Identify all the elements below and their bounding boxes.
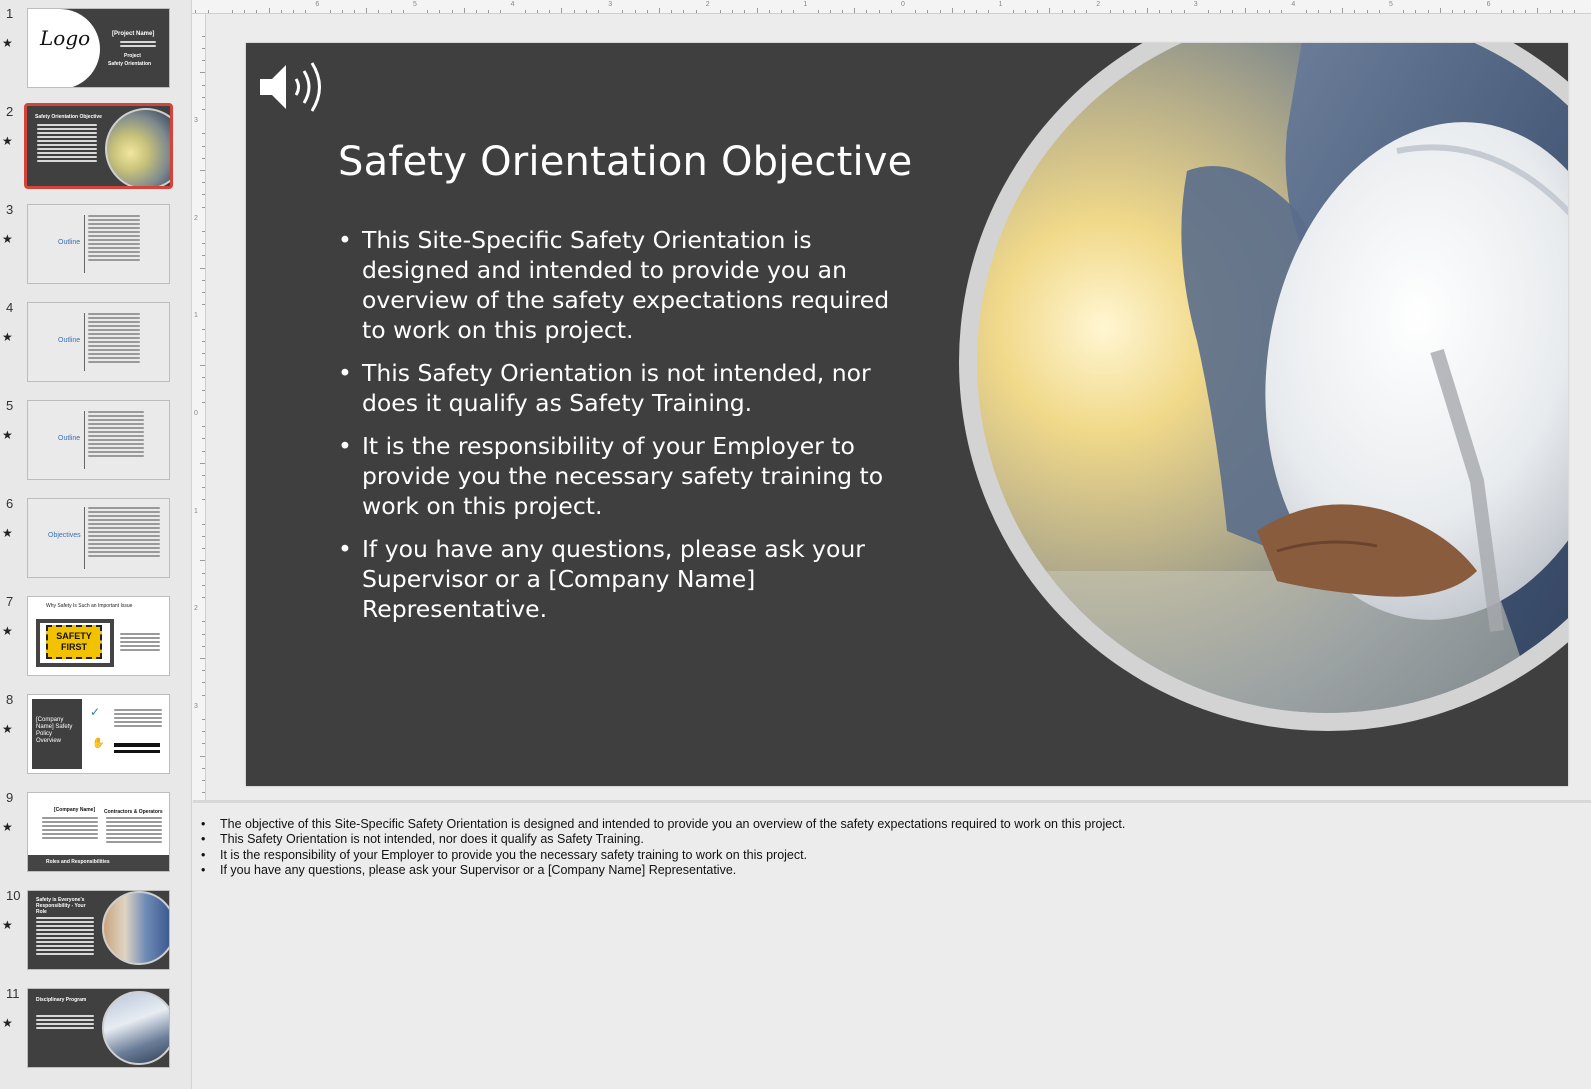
thumb-column-title: [Company Name] <box>54 807 96 813</box>
speaker-notes-pane[interactable] <box>193 803 1591 1089</box>
ruler-tick <box>202 499 205 500</box>
ruler-label: 3 <box>194 702 198 710</box>
ruler-tick <box>488 10 489 13</box>
slide-thumbnail-4[interactable] <box>27 302 170 382</box>
ruler-tick <box>202 304 205 305</box>
ruler-label: 4 <box>1291 1 1296 8</box>
ruler-tick <box>202 426 205 427</box>
ruler-tick <box>696 10 697 13</box>
ruler-tick <box>1049 8 1050 13</box>
ruler-tick <box>427 10 428 13</box>
slide-thumbnail-9[interactable] <box>27 792 170 872</box>
slide-number: 11 <box>6 986 20 1001</box>
ruler-tick <box>500 10 501 13</box>
ruler-tick <box>1513 10 1514 13</box>
ruler-tick <box>202 292 205 293</box>
ruler-tick <box>202 329 205 330</box>
animation-star-icon: ★ <box>2 820 13 834</box>
ruler-tick <box>202 536 205 537</box>
ruler-label: 2 <box>194 214 198 222</box>
ruler-tick <box>1525 10 1526 13</box>
ruler-tick <box>202 353 205 354</box>
animation-star-icon: ★ <box>2 428 13 442</box>
ruler-tick <box>202 158 205 159</box>
ruler-tick <box>988 10 989 13</box>
animation-star-icon: ★ <box>2 1016 13 1030</box>
thumbnail-row-10 <box>0 888 192 978</box>
animation-star-icon: ★ <box>2 232 13 246</box>
ruler-tick <box>1171 10 1172 13</box>
ruler-tick <box>891 10 892 13</box>
slide-number: 8 <box>6 692 14 707</box>
animation-star-icon: ★ <box>2 134 13 148</box>
ruler-tick <box>202 670 205 671</box>
ruler-tick <box>202 97 205 98</box>
ruler-tick <box>879 10 880 13</box>
ruler-tick <box>202 768 205 769</box>
ruler-tick <box>720 10 721 13</box>
ruler-tick <box>1184 10 1185 13</box>
ruler-tick <box>525 10 526 13</box>
ruler-tick <box>208 10 209 13</box>
ruler-tick <box>1476 10 1477 13</box>
slide-thumbnail-pane[interactable] <box>0 0 192 1089</box>
thumb-hand-icon: ✋ <box>92 738 105 749</box>
ruler-tick <box>1379 10 1380 13</box>
thumbnail-row-5 <box>0 398 192 488</box>
ruler-tick <box>202 524 205 525</box>
slide-bullet-list[interactable] <box>338 225 913 637</box>
ruler-tick <box>1025 10 1026 13</box>
ruler-tick <box>1159 10 1160 13</box>
thumbnail-row-4 <box>0 300 192 390</box>
ruler-tick <box>1110 10 1111 13</box>
thumb-title: [Project Name] <box>112 31 155 37</box>
ruler-tick <box>1269 10 1270 13</box>
slide-thumbnail-3[interactable] <box>27 204 170 284</box>
ruler-tick <box>1550 10 1551 13</box>
ruler-tick <box>1367 10 1368 13</box>
animation-star-icon: ★ <box>2 36 13 50</box>
ruler-tick <box>200 658 205 659</box>
ruler-tick <box>1257 10 1258 13</box>
ruler-tick <box>281 10 282 13</box>
ruler-tick <box>1574 10 1575 13</box>
thumb-sign-text: SAFETY <box>56 631 92 641</box>
ruler-tick <box>200 756 205 757</box>
ruler-tick <box>202 780 205 781</box>
thumbnail-row-7 <box>0 594 192 684</box>
ruler-tick <box>202 585 205 586</box>
ruler-label: 0 <box>194 410 198 417</box>
thumb-column-title: Contractors & Operators <box>104 809 163 815</box>
ruler-tick <box>598 10 599 13</box>
ruler-tick <box>964 10 965 13</box>
ruler-tick <box>202 109 205 110</box>
ruler-label: 3 <box>194 117 198 125</box>
notes-bullet: • This Safety Orientation is not intended, nor does it qualify as Safety Training. <box>201 832 1591 847</box>
slide-bullet: • This Safety Orientation is not intended, nor does it qualify as Safety Training. <box>338 358 913 418</box>
thumb-logo-text: Logo <box>40 26 91 50</box>
ruler-tick <box>574 10 575 13</box>
thumb-sign-text: FIRST <box>61 642 87 652</box>
ruler-tick <box>202 548 205 549</box>
ruler-tick <box>1245 8 1246 13</box>
notes-bullet: • It is the responsibility of your Employer to provide you the necessary safety training to work on this project. <box>201 848 1591 863</box>
ruler-tick <box>1013 10 1014 13</box>
ruler-tick <box>1440 8 1441 13</box>
ruler-tick <box>1452 10 1453 13</box>
ruler-tick <box>1037 10 1038 13</box>
animation-star-icon: ★ <box>2 918 13 932</box>
ruler-tick <box>769 10 770 13</box>
slide-thumbnail-2[interactable] <box>24 103 173 189</box>
ruler-tick <box>647 10 648 13</box>
ruler-tick <box>757 8 758 13</box>
notes-bullet: • The objective of this Site-Specific Safety Orientation is designed and intended to provide you an overview of the safety expectations required to work on this project. <box>201 817 1591 832</box>
thumb-title: [Company Name] Safety Policy Overview <box>36 717 73 744</box>
ruler-tick <box>1562 10 1563 13</box>
ruler-tick <box>866 10 867 13</box>
ruler-tick <box>1330 10 1331 13</box>
ruler-tick <box>1403 10 1404 13</box>
ruler-tick <box>200 560 205 561</box>
thumb-label: Outline <box>58 435 81 442</box>
ruler-tick <box>586 10 587 13</box>
ruler-label: 2 <box>1096 1 1101 8</box>
slide-number: 6 <box>6 496 14 511</box>
ruler-label: 1 <box>803 1 808 8</box>
ruler-tick <box>635 10 636 13</box>
ruler-tick <box>683 10 684 13</box>
ruler-tick <box>976 10 977 13</box>
thumbnail-row-9 <box>0 790 192 880</box>
ruler-tick <box>366 8 367 13</box>
ruler-tick <box>305 10 306 13</box>
ruler-tick <box>202 731 205 732</box>
ruler-label: 6 <box>1486 1 1491 8</box>
slide-number: 10 <box>6 888 21 903</box>
ruler-tick <box>818 10 819 13</box>
ruler-tick <box>842 10 843 13</box>
ruler-tick <box>202 719 205 720</box>
slide-bullet: • This Site-Specific Safety Orientation is designed and intended to provide you an overview of the safety expectations required to work on this project. <box>338 225 913 345</box>
thumbnail-row-2 <box>0 104 192 194</box>
slide-canvas[interactable] <box>246 43 1568 786</box>
animation-star-icon: ★ <box>2 722 13 736</box>
ruler-tick <box>202 182 205 183</box>
notes-bullet: • If you have any questions, please ask your Supervisor or a [Company Name] Representative. <box>201 863 1591 878</box>
ruler-tick <box>854 8 855 13</box>
ruler-tick <box>464 8 465 13</box>
ruler-tick <box>330 10 331 13</box>
ruler-tick <box>1354 10 1355 13</box>
ruler-tick <box>202 207 205 208</box>
ruler-tick <box>1208 10 1209 13</box>
slide-number: 5 <box>6 398 14 413</box>
ruler-tick <box>202 341 205 342</box>
thumbnail-row-1 <box>0 6 192 96</box>
ruler-tick <box>202 438 205 439</box>
ruler-tick <box>793 10 794 13</box>
ruler-tick <box>202 36 205 37</box>
ruler-label: 1 <box>194 312 198 320</box>
thumb-label: Objectives <box>48 532 81 539</box>
ruler-tick <box>927 10 928 13</box>
ruler-tick <box>202 60 205 61</box>
slide-thumbnail-10[interactable] <box>27 890 170 970</box>
slide-thumbnail-7[interactable] <box>27 596 170 676</box>
ruler-tick <box>952 8 953 13</box>
ruler-tick <box>476 10 477 13</box>
ruler-tick <box>1342 8 1343 13</box>
ruler-tick <box>452 10 453 13</box>
ruler-tick <box>378 10 379 13</box>
ruler-tick <box>202 475 205 476</box>
ruler-tick <box>1428 10 1429 13</box>
ruler-tick <box>391 10 392 13</box>
slide-number: 2 <box>6 104 14 119</box>
ruler-label: 5 <box>1389 1 1393 8</box>
thumb-label: Outline <box>58 337 81 344</box>
ruler-tick <box>1220 10 1221 13</box>
ruler-tick <box>1281 10 1282 13</box>
ruler-tick <box>744 10 745 13</box>
thumb-title: Disciplinary Program <box>36 997 87 1003</box>
ruler-tick <box>200 72 205 73</box>
ruler-tick <box>202 695 205 696</box>
ruler-label: 3 <box>608 1 613 8</box>
ruler-tick <box>1062 10 1063 13</box>
ruler-tick <box>202 255 205 256</box>
ruler-tick <box>269 8 270 13</box>
ruler-tick <box>940 10 941 13</box>
thumb-check-icon: ✓ <box>90 705 101 719</box>
ruler-tick <box>202 792 205 793</box>
slide-number: 4 <box>6 300 14 315</box>
ruler-tick <box>200 365 205 366</box>
ruler-label: 0 <box>901 1 905 8</box>
thumb-footer: Roles and Responsibilities <box>46 859 110 865</box>
ruler-tick <box>622 10 623 13</box>
ruler-tick <box>202 231 205 232</box>
horizontal-ruler[interactable] <box>192 0 1591 14</box>
ruler-tick <box>195 10 196 13</box>
ruler-tick <box>1232 10 1233 13</box>
thumb-title: Safety Orientation Objective <box>35 114 102 120</box>
ruler-tick <box>202 390 205 391</box>
slide-title[interactable]: Safety Orientation Objective <box>338 139 913 185</box>
ruler-tick <box>202 48 205 49</box>
ruler-tick <box>1415 10 1416 13</box>
ruler-tick <box>202 621 205 622</box>
ruler-tick <box>202 573 205 574</box>
ruler-tick <box>202 646 205 647</box>
ruler-tick <box>202 634 205 635</box>
ruler-label: 2 <box>194 605 198 613</box>
thumb-label: Outline <box>58 239 81 246</box>
thumbnail-row-3 <box>0 202 192 292</box>
thumb-title: Safety is Everyone's Responsibility - Your Role <box>36 897 86 915</box>
animation-star-icon: ★ <box>2 330 13 344</box>
ruler-label: 1 <box>998 1 1003 8</box>
ruler-tick <box>1074 10 1075 13</box>
slide-thumbnail-5[interactable] <box>27 400 170 480</box>
thumbnail-row-11 <box>0 986 192 1076</box>
ruler-tick <box>202 194 205 195</box>
ruler-tick <box>915 10 916 13</box>
ruler-tick <box>1306 10 1307 13</box>
ruler-tick <box>232 10 233 13</box>
thumbnail-row-6 <box>0 496 192 586</box>
ruler-tick <box>256 10 257 13</box>
slide-thumbnail-1[interactable] <box>27 8 170 88</box>
speaker-icon[interactable] <box>254 57 330 117</box>
slide-number: 1 <box>6 6 14 21</box>
ruler-tick <box>354 10 355 13</box>
thumb-subtitle: Safety Orientation <box>108 61 152 67</box>
ruler-tick <box>202 451 205 452</box>
animation-star-icon: ★ <box>2 624 13 638</box>
ruler-tick <box>561 8 562 13</box>
slide-number: 7 <box>6 594 14 609</box>
slide-number: 9 <box>6 790 14 805</box>
ruler-label: 2 <box>705 1 710 8</box>
ruler-tick <box>1537 8 1538 13</box>
ruler-tick <box>202 85 205 86</box>
ruler-tick <box>342 10 343 13</box>
ruler-tick <box>1147 8 1148 13</box>
ruler-tick <box>659 8 660 13</box>
animation-star-icon: ★ <box>2 526 13 540</box>
ruler-tick <box>202 402 205 403</box>
ruler-tick <box>202 597 205 598</box>
slide-bullet: • It is the responsibility of your Employer to provide you the necessary safety training to work on this project. <box>338 431 913 521</box>
thumb-subtitle: Project <box>124 53 141 59</box>
ruler-tick <box>549 10 550 13</box>
ruler-tick <box>244 10 245 13</box>
slide-thumbnail-11[interactable] <box>27 988 170 1068</box>
ruler-tick <box>439 10 440 13</box>
ruler-tick <box>1501 10 1502 13</box>
ruler-tick <box>202 133 205 134</box>
ruler-tick <box>537 10 538 13</box>
slide-thumbnail-6[interactable] <box>27 498 170 578</box>
ruler-tick <box>202 280 205 281</box>
ruler-tick <box>1086 10 1087 13</box>
thumb-title: Why Safety Is Such an Important Issue <box>46 603 133 609</box>
ruler-tick <box>200 268 205 269</box>
ruler-tick <box>403 10 404 13</box>
ruler-label: 1 <box>194 507 198 515</box>
ruler-tick <box>200 170 205 171</box>
thumbnail-row-8 <box>0 692 192 782</box>
ruler-label: 5 <box>413 1 417 8</box>
ruler-tick <box>202 487 205 488</box>
ruler-tick <box>202 243 205 244</box>
ruler-tick <box>830 10 831 13</box>
vertical-ruler[interactable] <box>192 14 206 800</box>
ruler-tick <box>671 10 672 13</box>
slide-bullet: • If you have any questions, please ask your Supervisor or a [Company Name] Representative. <box>338 534 913 624</box>
ruler-tick <box>202 377 205 378</box>
ruler-tick <box>1123 10 1124 13</box>
slide-number: 3 <box>6 202 14 217</box>
ruler-tick <box>293 10 294 13</box>
ruler-tick <box>732 10 733 13</box>
ruler-tick <box>1464 10 1465 13</box>
ruler-label: 4 <box>510 1 515 8</box>
ruler-tick <box>781 10 782 13</box>
ruler-tick <box>200 463 205 464</box>
ruler-tick <box>202 743 205 744</box>
ruler-tick <box>202 146 205 147</box>
ruler-label: 6 <box>315 1 320 8</box>
ruler-tick <box>1318 10 1319 13</box>
ruler-tick <box>202 682 205 683</box>
ruler-label: 3 <box>1193 1 1198 8</box>
ruler-tick <box>1135 10 1136 13</box>
slide-thumbnail-8[interactable] <box>27 694 170 774</box>
